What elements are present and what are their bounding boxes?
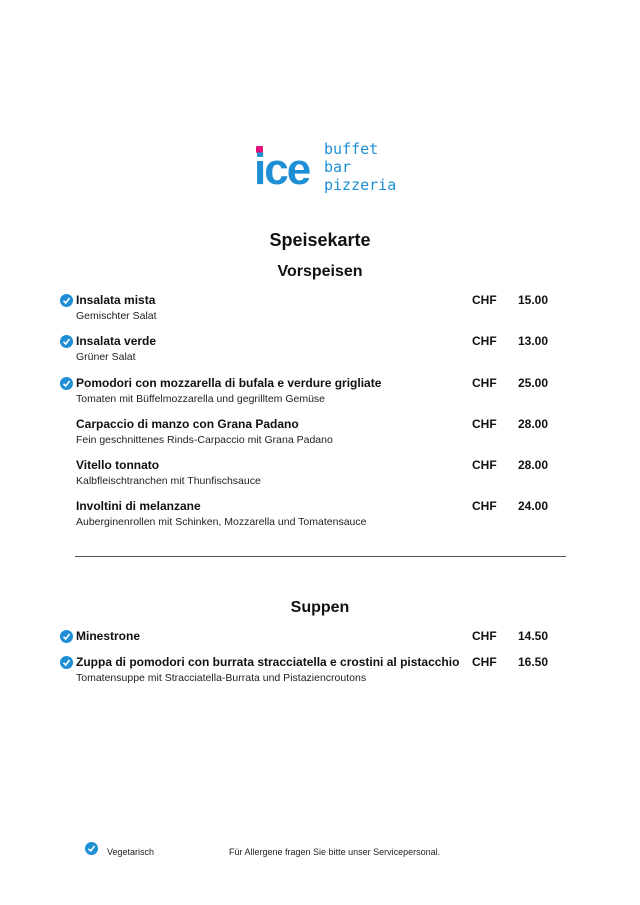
vegetarian-icon	[60, 294, 73, 307]
vegetarian-icon	[60, 335, 73, 348]
item-currency: CHF	[472, 655, 497, 669]
page-title: Speisekarte	[269, 230, 371, 250]
logo-brand: ice	[254, 145, 310, 194]
section-title-suppen: Suppen	[290, 599, 350, 616]
vegetarian-legend-icon	[85, 842, 98, 855]
item-name: Zuppa di pomodori con burrata stracciatella e crostini al pistacchio	[76, 655, 460, 669]
item-name: Minestrone	[76, 629, 141, 643]
item-name: Involtini di melanzane	[76, 499, 201, 513]
item-price: 16.50	[518, 655, 549, 669]
item-price: 14.50	[518, 629, 549, 643]
section-title-vorspeisen: Vorspeisen	[277, 263, 363, 280]
item-description: Tomaten mit Büffelmozzarella und gegrilltem Gemüse	[76, 393, 326, 405]
item-currency: CHF	[472, 629, 497, 643]
logo-tagline	[324, 140, 396, 194]
vegetarian-icon	[60, 630, 73, 643]
section-divider	[75, 556, 566, 557]
logo-line-buffet: buffet	[324, 140, 379, 158]
allergen-note: Für Allergene fragen Sie bitte unser Servicepersonal.	[229, 847, 441, 857]
item-name: Insalata verde	[76, 334, 157, 348]
item-description: Tomatensuppe mit Stracciatella-Burrata und Pistaziencroutons	[76, 672, 367, 684]
logo-line-bar: bar	[324, 158, 352, 176]
vegetarian-icon	[60, 377, 73, 390]
item-name: Carpaccio di manzo con Grana Padano	[76, 417, 299, 431]
item-description: Kalbfleischtranchen mit Thunfischsauce	[76, 475, 261, 487]
item-description: Auberginenrollen mit Schinken, Mozzarella und Tomatensauce	[76, 516, 367, 528]
item-name: Insalata mista	[76, 293, 156, 307]
item-currency: CHF	[472, 334, 497, 348]
item-currency: CHF	[472, 376, 497, 390]
item-price: 24.00	[518, 499, 549, 513]
item-description: Grüner Salat	[76, 351, 136, 363]
vegetarian-legend-label: Vegetarisch	[107, 847, 155, 857]
item-currency: CHF	[472, 417, 497, 431]
item-currency: CHF	[472, 293, 497, 307]
logo-line-pizzeria: pizzeria	[324, 176, 397, 194]
item-price: 28.00	[518, 417, 549, 431]
item-price: 13.00	[518, 334, 549, 348]
item-description: Gemischter Salat	[76, 310, 157, 322]
ice-logo	[254, 140, 397, 202]
item-price: 15.00	[518, 293, 549, 307]
item-price: 28.00	[518, 458, 549, 472]
item-description: Fein geschnittenes Rinds-Carpaccio mit Grana Padano	[76, 434, 333, 446]
item-currency: CHF	[472, 458, 497, 472]
item-name: Vitello tonnato	[76, 458, 160, 472]
vegetarian-icon	[60, 656, 73, 669]
item-currency: CHF	[472, 499, 497, 513]
item-name: Pomodori con mozzarella di bufala e verdure grigliate	[76, 376, 382, 390]
item-price: 25.00	[518, 376, 549, 390]
